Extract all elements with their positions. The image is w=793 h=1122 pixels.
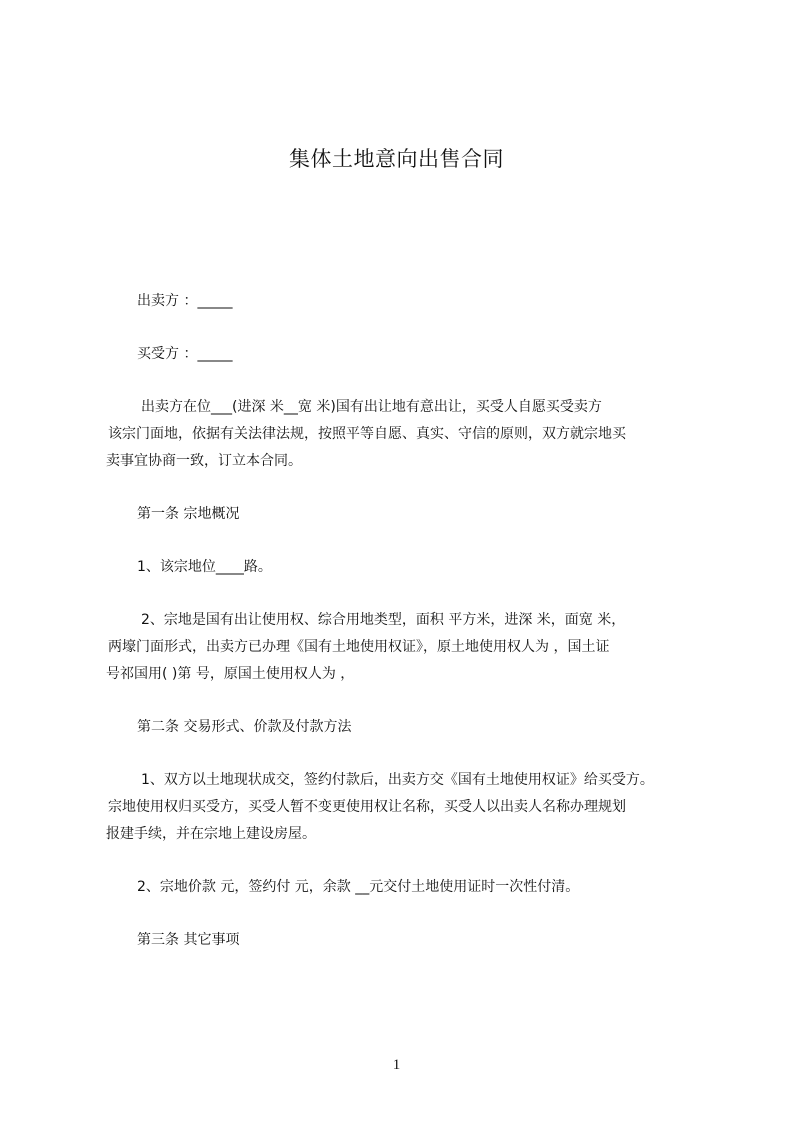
article-1-item-2-line-1: 2、宗地是国有出让使用权、综合用地类型，面积 平方米，进深 米，面宽 米， — [141, 612, 626, 628]
seller-line: 出卖方 ：_____ — [137, 293, 233, 309]
intro-line-3: 卖事宜协商一致，订立本合同。 — [106, 453, 302, 469]
article-1-item-1: 1、该宗地位____路。 — [137, 559, 272, 575]
page-number: 1 — [392, 1057, 401, 1073]
intro-line-2: 该宗门面地，依据有关法律法规，按照平等自愿、真实、守信的原则，双方就宗地买 — [108, 426, 626, 442]
document-title: 集体土地意向出售合同 — [289, 147, 504, 171]
article-2-item-2: 2、宗地价款 元，签约付 元，余款 __元交付土地使用证时一次性付清。 — [137, 879, 580, 895]
article-3-heading: 第三条 其它事项 — [137, 932, 240, 948]
intro-line-1: 出卖方在位___(进深 米__宽 米)国有出让地有意出让，买受人自愿买受卖方 — [141, 399, 602, 415]
article-1-item-2-line-3: 号祁国用( )第 号，原国土使用权人为 ， — [106, 666, 355, 682]
buyer-line: 买受方 ：_____ — [137, 346, 233, 362]
article-2-item-1-line-2: 宗地使用权归买受方，买受人暂不变更使用权让名称，买受人以出卖人名称办理规划 — [108, 799, 626, 815]
article-1-heading: 第一条 宗地概况 — [137, 506, 240, 522]
article-2-item-1-line-1: 1、双方以土地现状成交，签约付款后，出卖方交《国有土地使用权证》给买受方。 — [141, 772, 654, 788]
article-2-item-1-line-3: 报建手续，并在宗地上建设房屋。 — [106, 826, 316, 842]
article-1-item-2-line-2: 两壕门面形式，出卖方已办理《国有土地使用权证》，原土地使用权人为 ，国土证 — [108, 639, 610, 655]
article-2-heading: 第二条 交易形式、价款及付款方法 — [137, 719, 352, 735]
